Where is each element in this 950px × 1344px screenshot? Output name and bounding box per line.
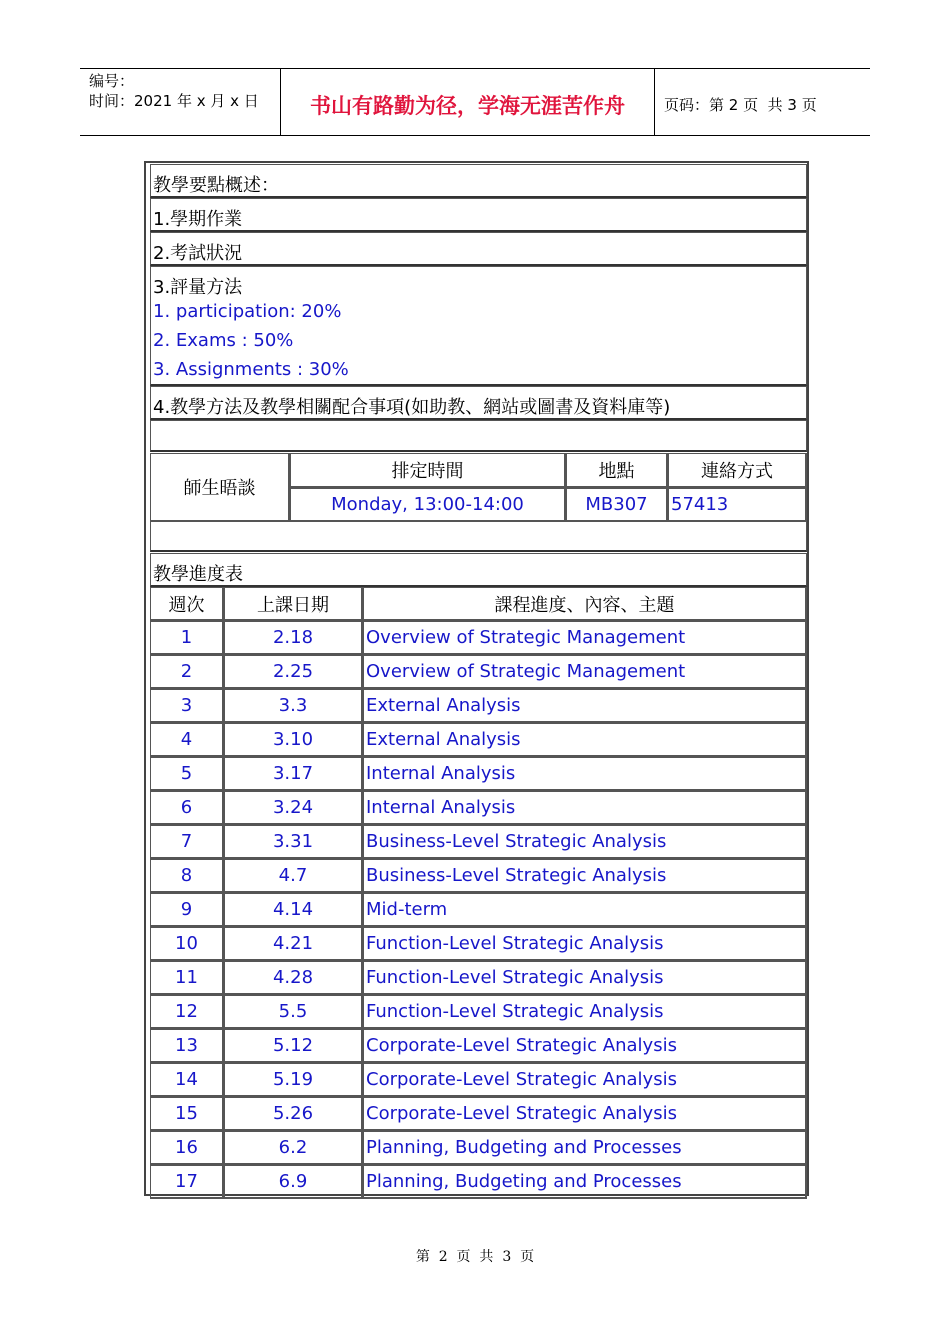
schedule-date-cell: 4.14 xyxy=(224,893,363,927)
overview-item-label: 3.評量方法 xyxy=(153,277,243,298)
table-row xyxy=(150,621,807,655)
schedule-week-cell: 11 xyxy=(150,961,224,995)
schedule-topic-cell: Internal Analysis xyxy=(363,791,807,825)
overview-item-label: 1.學期作業 xyxy=(153,209,243,230)
schedule-date-cell: 5.5 xyxy=(224,995,363,1029)
schedule-date-cell: 6.2 xyxy=(224,1131,363,1165)
page-number-label: 页码：第 2 页 共 3 页 xyxy=(664,95,817,114)
table-row xyxy=(150,757,807,791)
table-row xyxy=(150,689,807,723)
office-hours-contact: 57413 xyxy=(668,488,807,523)
schedule-topic-cell: External Analysis xyxy=(363,723,807,757)
schedule-week-cell: 13 xyxy=(150,1029,224,1063)
header-motto: 书山有路勤为径，学海无涯苦作舟 xyxy=(281,69,655,135)
schedule-week-cell: 9 xyxy=(150,893,224,927)
table-row xyxy=(150,961,807,995)
schedule-topic-cell: Corporate-Level Strategic Analysis xyxy=(363,1029,807,1063)
assessment-participation: 1. participation: 20% xyxy=(153,301,342,322)
table-row xyxy=(150,1097,807,1131)
overview-item-3 xyxy=(150,266,807,386)
schedule-date-cell: 6.9 xyxy=(224,1165,363,1199)
time-label: 时间：2021 年 x 月 x 日 xyxy=(89,92,259,110)
schedule-topic-cell: Business-Level Strategic Analysis xyxy=(363,825,807,859)
schedule-date-cell: 2.18 xyxy=(224,621,363,655)
schedule-date-cell: 3.24 xyxy=(224,791,363,825)
table-row xyxy=(150,655,807,689)
schedule-week-cell: 2 xyxy=(150,655,224,689)
table-row xyxy=(150,1029,807,1063)
schedule-date-cell: 4.28 xyxy=(224,961,363,995)
schedule-topic-cell: Function-Level Strategic Analysis xyxy=(363,995,807,1029)
schedule-topic-cell: Overview of Strategic Management xyxy=(363,621,807,655)
schedule-date-cell: 3.31 xyxy=(224,825,363,859)
schedule-week-cell: 1 xyxy=(150,621,224,655)
page-footer: 第 2 页 共 3 页 xyxy=(415,1249,535,1265)
schedule-table xyxy=(150,587,807,1199)
table-row xyxy=(150,859,807,893)
schedule-topic-cell: Internal Analysis xyxy=(363,757,807,791)
overview-title-row xyxy=(150,164,807,198)
schedule-week-cell: 7 xyxy=(150,825,224,859)
overview-item-1 xyxy=(150,198,807,232)
schedule-date-cell: 3.3 xyxy=(224,689,363,723)
schedule-title-row xyxy=(150,553,807,587)
table-row xyxy=(150,893,807,927)
assessment-assignments: 3. Assignments : 30% xyxy=(153,359,349,380)
schedule-week-cell: 10 xyxy=(150,927,224,961)
schedule-week-cell: 6 xyxy=(150,791,224,825)
schedule-title: 教學進度表 xyxy=(153,564,243,585)
page-header xyxy=(80,68,870,136)
spacer-row xyxy=(150,520,807,552)
schedule-week-cell: 17 xyxy=(150,1165,224,1199)
schedule-topic-cell: Mid-term xyxy=(363,893,807,927)
schedule-header-row xyxy=(150,587,807,621)
table-row xyxy=(150,723,807,757)
schedule-topic-cell: Overview of Strategic Management xyxy=(363,655,807,689)
schedule-topic-cell: External Analysis xyxy=(363,689,807,723)
table-row xyxy=(150,995,807,1029)
table-row xyxy=(150,791,807,825)
office-hours-label: 師生晤談 xyxy=(150,453,290,522)
office-hours-time: Monday, 13:00-14:00 xyxy=(290,488,566,523)
table-row xyxy=(150,1131,807,1165)
schedule-date-cell: 5.19 xyxy=(224,1063,363,1097)
schedule-week-cell: 3 xyxy=(150,689,224,723)
office-hours-header-location: 地點 xyxy=(566,453,668,488)
schedule-topic-cell: Corporate-Level Strategic Analysis xyxy=(363,1097,807,1131)
schedule-date-cell: 3.10 xyxy=(224,723,363,757)
schedule-topic-cell: Function-Level Strategic Analysis xyxy=(363,961,807,995)
table-row xyxy=(150,825,807,859)
office-hours-header-time: 排定時間 xyxy=(290,453,566,488)
header-meta xyxy=(80,69,281,135)
schedule-date-cell: 2.25 xyxy=(224,655,363,689)
assessment-exams: 2. Exams : 50% xyxy=(153,330,294,351)
schedule-topic-cell: Business-Level Strategic Analysis xyxy=(363,859,807,893)
schedule-header-topic: 課程進度、內容、主題 xyxy=(363,587,807,621)
schedule-date-cell: 4.7 xyxy=(224,859,363,893)
schedule-date-cell: 4.21 xyxy=(224,927,363,961)
schedule-topic-cell: Function-Level Strategic Analysis xyxy=(363,927,807,961)
office-hours-header-contact: 連絡方式 xyxy=(668,453,807,488)
schedule-week-cell: 4 xyxy=(150,723,224,757)
schedule-date-cell: 5.26 xyxy=(224,1097,363,1131)
office-hours-location: MB307 xyxy=(566,488,668,523)
schedule-week-cell: 8 xyxy=(150,859,224,893)
office-hours-table xyxy=(150,453,807,522)
table-row xyxy=(150,1063,807,1097)
schedule-week-cell: 15 xyxy=(150,1097,224,1131)
table-row xyxy=(150,927,807,961)
overview-title: 教學要點概述： xyxy=(153,175,279,196)
schedule-week-cell: 12 xyxy=(150,995,224,1029)
schedule-topic-cell: Corporate-Level Strategic Analysis xyxy=(363,1063,807,1097)
schedule-topic-cell: Planning, Budgeting and Processes xyxy=(363,1131,807,1165)
overview-item-label: 2.考試狀況 xyxy=(153,243,243,264)
table-row xyxy=(150,1165,807,1199)
overview-item-label: 4.教學方法及教學相關配合事項(如助教、網站或圖書及資料庫等) xyxy=(153,397,671,418)
number-label: 编号： xyxy=(89,72,135,90)
schedule-week-cell: 16 xyxy=(150,1131,224,1165)
spacer-row xyxy=(150,420,807,452)
schedule-topic-cell: Planning, Budgeting and Processes xyxy=(363,1165,807,1199)
schedule-date-cell: 5.12 xyxy=(224,1029,363,1063)
schedule-header-week: 週次 xyxy=(150,587,224,621)
schedule-week-cell: 5 xyxy=(150,757,224,791)
schedule-week-cell: 14 xyxy=(150,1063,224,1097)
schedule-header-date: 上課日期 xyxy=(224,587,363,621)
overview-item-2 xyxy=(150,232,807,266)
schedule-date-cell: 3.17 xyxy=(224,757,363,791)
overview-item-4 xyxy=(150,386,807,420)
